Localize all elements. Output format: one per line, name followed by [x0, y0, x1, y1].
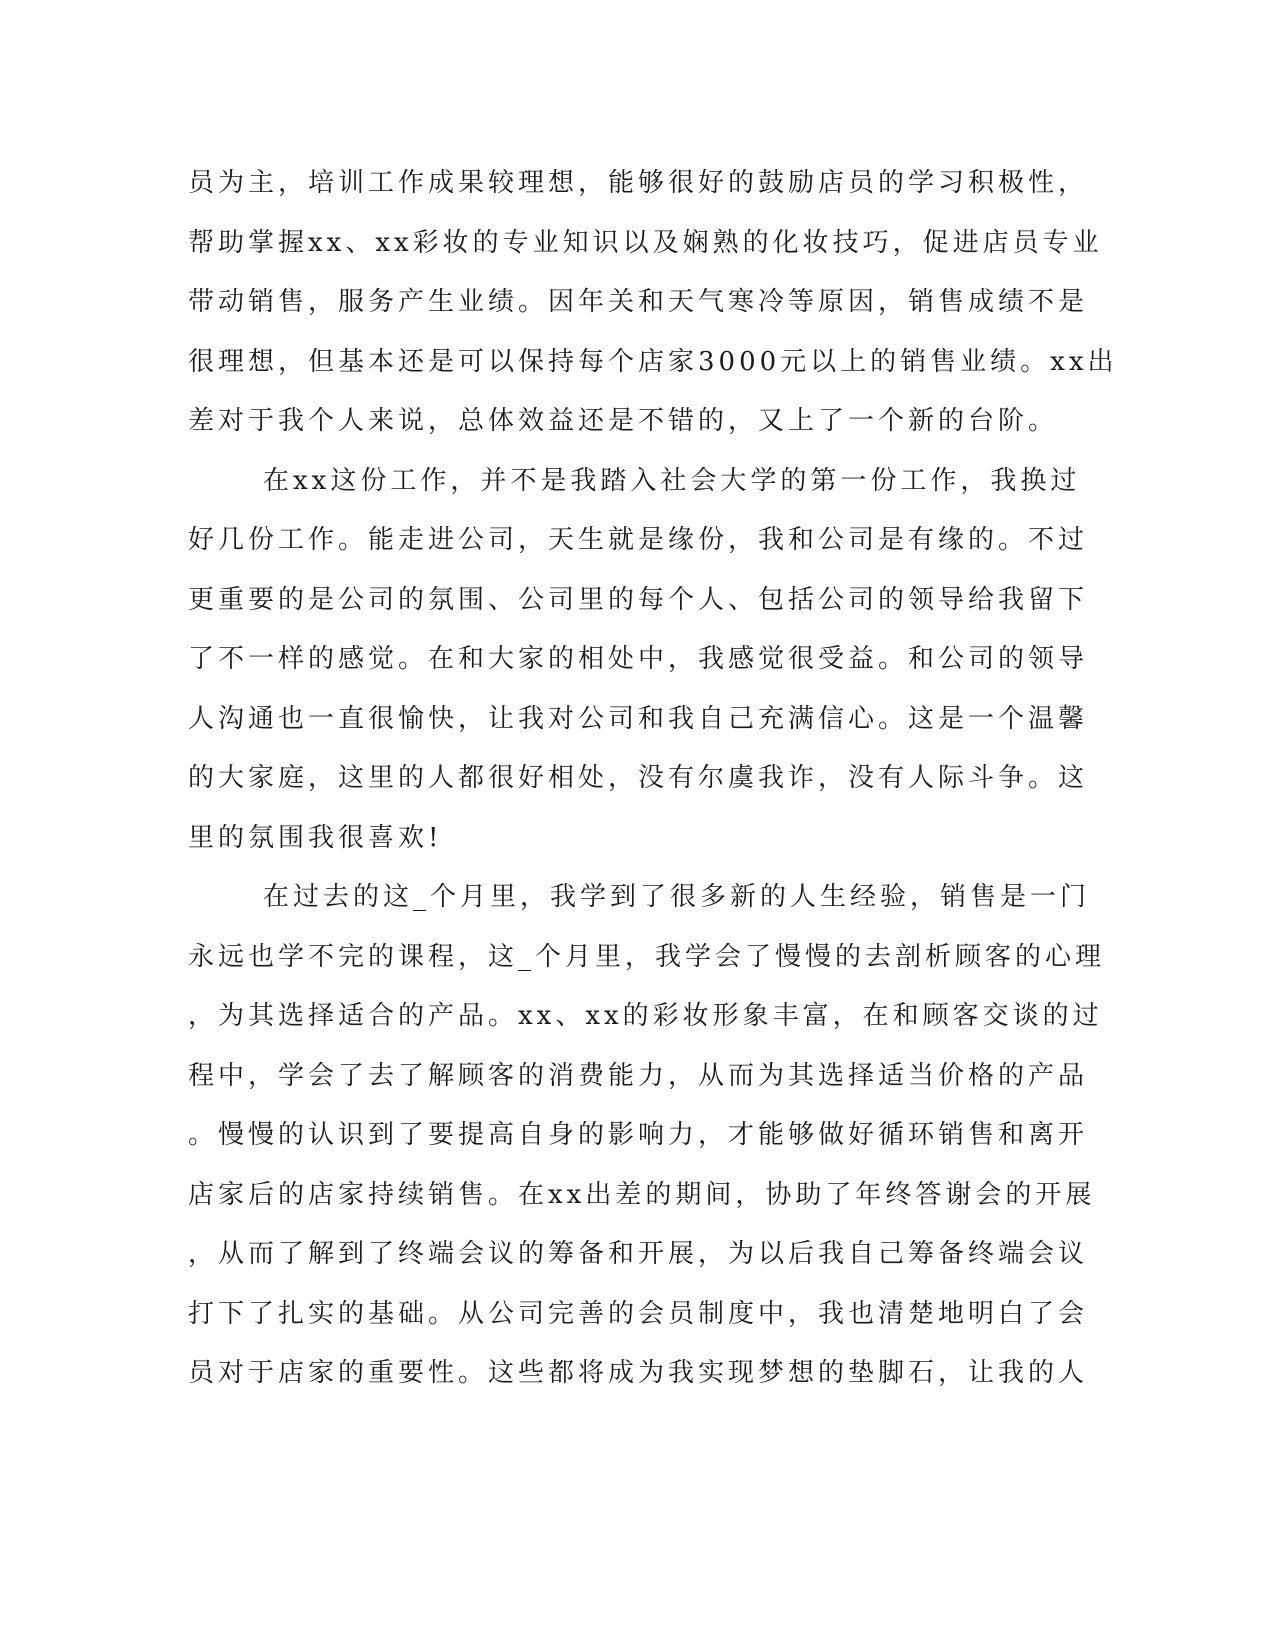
text-line: ，为其选择适合的产品。xx、xx的彩妆形象丰富，在和顾客交谈的过: [188, 1001, 1103, 1031]
body-text: [188, 154, 1118, 1404]
text-line: 员为主，培训工作成果较理想，能够很好的鼓励店员的学习积极性，: [188, 168, 1089, 198]
text-line: 带动销售，服务产生业绩。因年关和天气寒冷等原因，销售成绩不是: [188, 287, 1089, 317]
text-line: 人沟通也一直很愉快，让我对公司和我自己充满信心。这是一个温馨: [188, 703, 1089, 734]
text-line: ，从而了解到了终端会议的筹备和开展，为以后我自己筹备终端会议: [188, 1239, 1089, 1269]
paragraph-first-line: 在xx这份工作，并不是我踏入社会大学的第一份工作，我换过: [263, 465, 1081, 496]
text-line: 好几份工作。能走进公司，天生就是缘份，我和公司是有缘的。不过: [188, 525, 1089, 555]
text-line: 永远也学不完的课程，这_个月里，我学会了慢慢的去剖析顾客的心理: [188, 941, 1106, 972]
text-line: 帮助掌握xx、xx彩妆的专业知识以及娴熟的化妆技巧，促进店员专业: [188, 227, 1103, 258]
text-line: 程中，学会了去了解顾客的消费能力，从而为其选择适当价格的产品: [188, 1060, 1089, 1091]
text-line: 里的氛围我很喜欢!: [188, 822, 443, 853]
text-line: 店家后的店家持续销售。在xx出差的期间，协助了年终答谢会的开展: [188, 1179, 1096, 1210]
text-line: 更重要的是公司的氛围、公司里的每个人、包括公司的领导给我留下: [188, 584, 1089, 615]
text-line: 员对于店家的重要性。这些都将成为我实现梦想的垫脚石，让我的人: [188, 1358, 1089, 1388]
text-line: 的大家庭，这里的人都很好相处，没有尔虞我诈，没有人际斗争。这: [188, 763, 1089, 793]
text-line: 。慢慢的认识到了要提高自身的影响力，才能够做好循环销售和离开: [188, 1120, 1089, 1150]
text-line: 打下了扎实的基础。从公司完善的会员制度中，我也清楚地明白了会: [188, 1298, 1089, 1329]
text-line: 了不一样的感觉。在和大家的相处中，我感觉很受益。和公司的领导: [188, 644, 1089, 674]
text-line: 很理想，但基本还是可以保持每个店家3000元以上的销售业绩。xx出: [188, 346, 1118, 377]
paragraph-first-line: 在过去的这_个月里，我学到了很多新的人生经验，销售是一门: [263, 882, 1091, 912]
text-line: 差对于我个人来说，总体效益还是不错的，又上了一个新的台阶。: [188, 406, 1059, 436]
